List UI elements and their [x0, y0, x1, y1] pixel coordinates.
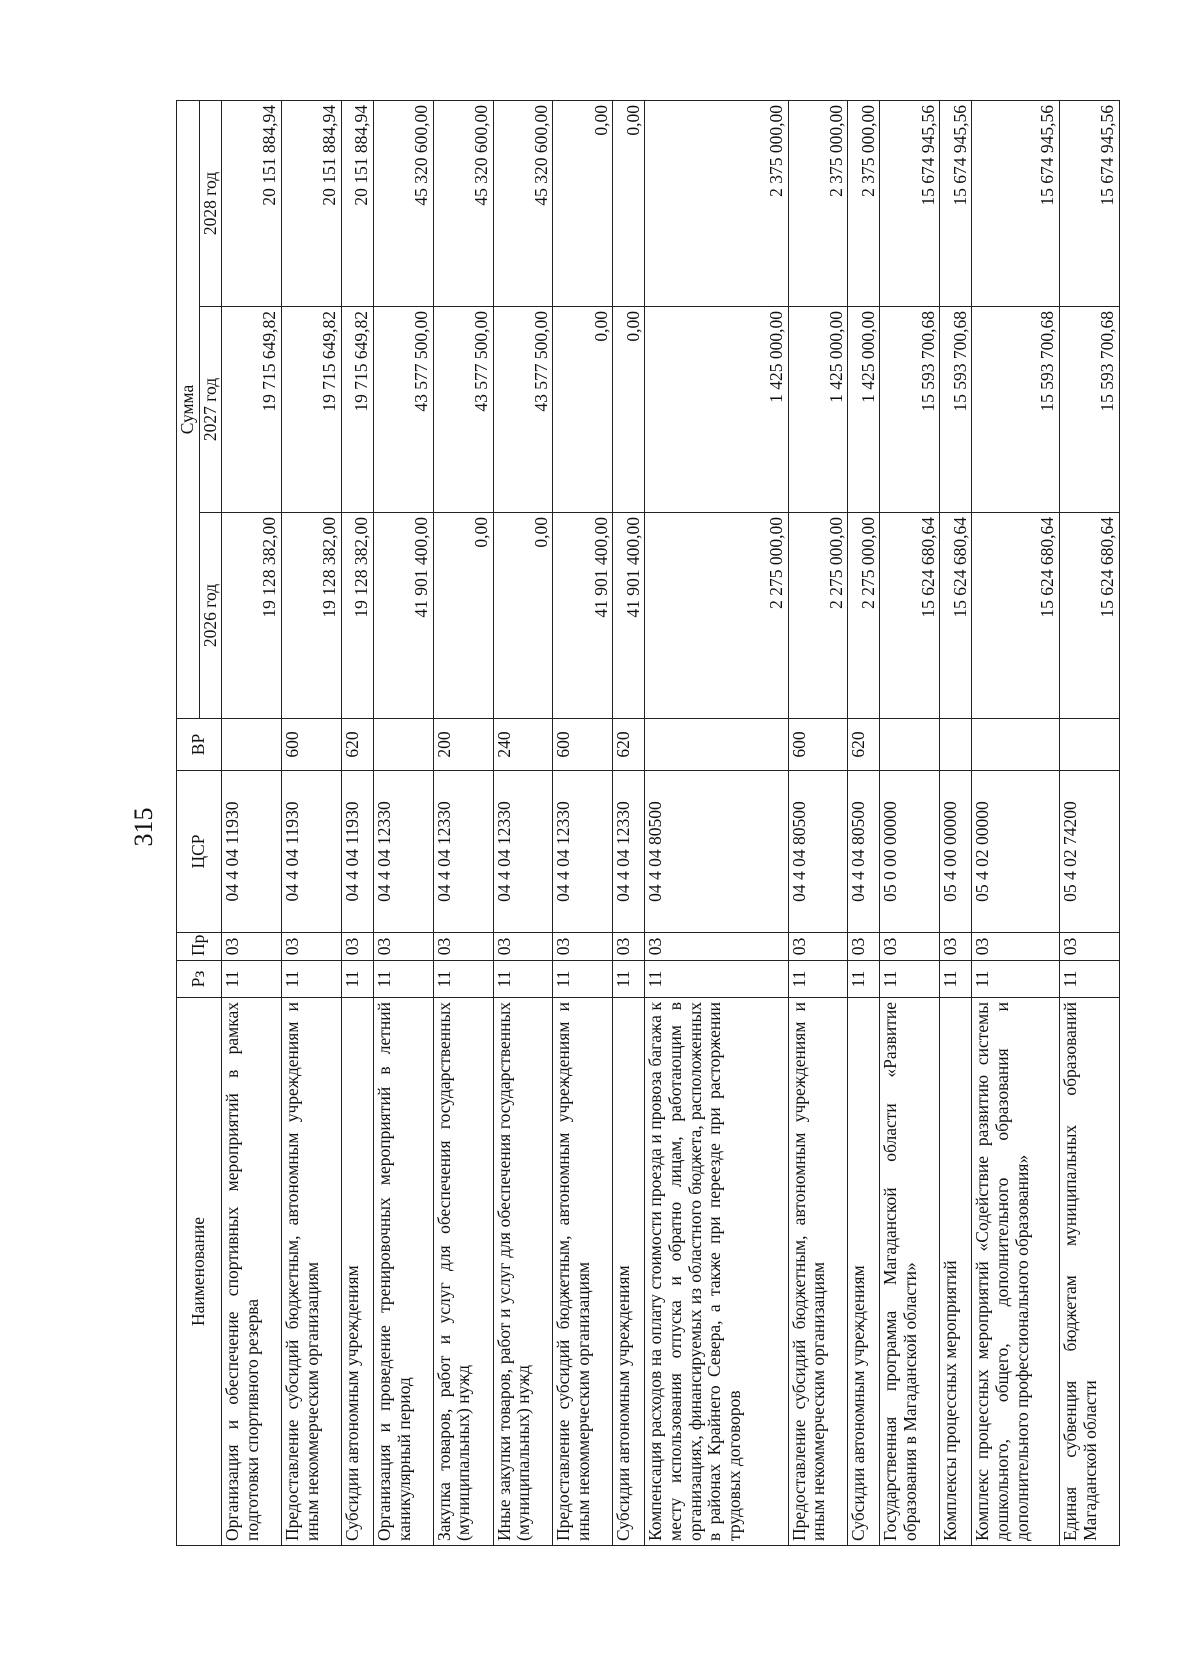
row-rz: 11 [645, 961, 788, 998]
row-2026: 2 275 000,00 [788, 513, 848, 719]
row-rz: 11 [341, 961, 373, 998]
table-row [373, 100, 433, 1545]
row-pr: 03 [972, 933, 1060, 961]
row-name: Компенсация расходов на оплату стоимости проезда и провоза багажа к месту использования отпуска и обратно лицам, работающим в организациях, финансируемых из областного бюджета, расположенных в районах Крайнего Севера, а также при переезде при расторжении трудовых договоров [645, 998, 788, 1546]
row-csr: 05 4 02 00000 [972, 771, 1060, 933]
header-2026: 2026 год [199, 513, 222, 719]
row-csr: 04 4 04 12330 [433, 771, 493, 933]
table-row [1060, 100, 1120, 1545]
header-rz: Рз [177, 961, 222, 998]
row-2026: 19 128 382,00 [282, 513, 342, 719]
row-2026: 0,00 [433, 513, 493, 719]
row-vr [373, 719, 433, 771]
row-csr: 04 4 04 12330 [613, 771, 645, 933]
row-2028: 15 674 945,56 [1060, 100, 1120, 306]
row-vr [972, 719, 1060, 771]
header-2027: 2027 год [199, 307, 222, 513]
row-name: Предоставление субсидий бюджетным, автономным учреждениям и иным некоммерческим организациям [282, 998, 342, 1546]
row-name: Предоставление субсидий бюджетным, автономным учреждениям и иным некоммерческим организациям [788, 998, 848, 1546]
row-pr: 03 [341, 933, 373, 961]
row-vr [1060, 719, 1120, 771]
row-name: Организация и обеспечение спортивных мероприятий в рамках подготовки спортивного резерва [222, 998, 282, 1546]
row-rz: 11 [222, 961, 282, 998]
table-row [972, 100, 1060, 1545]
row-vr: 240 [493, 719, 553, 771]
row-name: Субсидии автономным учреждениям [341, 998, 373, 1546]
table-row [940, 100, 972, 1545]
row-2028: 0,00 [553, 100, 613, 306]
row-2027: 19 715 649,82 [282, 307, 342, 513]
row-rz: 11 [613, 961, 645, 998]
row-pr: 03 [1060, 933, 1120, 961]
row-pr: 03 [282, 933, 342, 961]
header-sum: Сумма [177, 100, 200, 718]
row-name: Субсидии автономным учреждениям [848, 998, 880, 1546]
row-csr: 04 4 04 11930 [341, 771, 373, 933]
header-pr: Пр [177, 933, 222, 961]
table-row [282, 100, 342, 1545]
row-vr: 600 [282, 719, 342, 771]
row-name: Предоставление субсидий бюджетным, автономным учреждениям и иным некоммерческим организациям [553, 998, 613, 1546]
row-2026: 0,00 [493, 513, 553, 719]
row-rz: 11 [880, 961, 940, 998]
row-2026: 2 275 000,00 [848, 513, 880, 719]
row-pr: 03 [222, 933, 282, 961]
row-name: Субсидии автономным учреждениям [613, 998, 645, 1546]
table-row [848, 100, 880, 1545]
table-row [433, 100, 493, 1545]
row-rz: 11 [433, 961, 493, 998]
row-name: Государственная программа Магаданской области «Развитие образования в Магаданской области» [880, 998, 940, 1546]
budget-table [176, 100, 1120, 1546]
row-2026: 15 624 680,64 [880, 513, 940, 719]
rotated-table-wrapper [176, 101, 1120, 1546]
row-vr [880, 719, 940, 771]
row-pr: 03 [493, 933, 553, 961]
page-number: 315 [129, 807, 158, 847]
row-pr: 03 [645, 933, 788, 961]
table-row [788, 100, 848, 1545]
row-2027: 1 425 000,00 [645, 307, 788, 513]
row-2027: 15 593 700,68 [1060, 307, 1120, 513]
row-csr: 05 4 00 00000 [940, 771, 972, 933]
row-rz: 11 [282, 961, 342, 998]
row-2027: 1 425 000,00 [848, 307, 880, 513]
row-vr: 620 [848, 719, 880, 771]
row-pr: 03 [433, 933, 493, 961]
row-pr: 03 [880, 933, 940, 961]
header-2028: 2028 год [199, 100, 222, 306]
row-2027: 0,00 [553, 307, 613, 513]
row-2027: 15 593 700,68 [880, 307, 940, 513]
row-2026: 2 275 000,00 [645, 513, 788, 719]
row-2027: 15 593 700,68 [972, 307, 1060, 513]
row-2026: 19 128 382,00 [222, 513, 282, 719]
row-2026: 15 624 680,64 [972, 513, 1060, 719]
row-2027: 0,00 [613, 307, 645, 513]
row-2026: 41 901 400,00 [553, 513, 613, 719]
row-name: Закупка товаров, работ и услуг для обеспечения государственных (муниципальных) нужд [433, 998, 493, 1546]
row-csr: 04 4 04 12330 [493, 771, 553, 933]
row-rz: 11 [1060, 961, 1120, 998]
row-vr: 620 [341, 719, 373, 771]
row-vr: 620 [613, 719, 645, 771]
row-pr: 03 [848, 933, 880, 961]
row-2027: 1 425 000,00 [788, 307, 848, 513]
row-csr: 05 4 02 74200 [1060, 771, 1120, 933]
row-csr: 04 4 04 11930 [282, 771, 342, 933]
table-body [222, 100, 1120, 1545]
table-row [553, 100, 613, 1545]
row-rz: 11 [972, 961, 1060, 998]
header-row-1 [177, 100, 200, 1545]
row-csr: 04 4 04 80500 [788, 771, 848, 933]
table-row [493, 100, 553, 1545]
row-csr: 04 4 04 12330 [373, 771, 433, 933]
row-2027: 19 715 649,82 [341, 307, 373, 513]
row-rz: 11 [788, 961, 848, 998]
row-2028: 45 320 600,00 [433, 100, 493, 306]
row-2028: 45 320 600,00 [373, 100, 433, 306]
row-name: Комплексы процессных мероприятий [940, 998, 972, 1546]
row-2026: 15 624 680,64 [1060, 513, 1120, 719]
row-pr: 03 [940, 933, 972, 961]
row-vr: 600 [553, 719, 613, 771]
table-row [880, 100, 940, 1545]
row-vr: 600 [788, 719, 848, 771]
row-name: Комплекс процессных мероприятий «Содействие развитию системы дошкольного, общего, дополнительного образования и дополнительного профессионального образования» [972, 998, 1060, 1546]
header-csr: ЦСР [177, 771, 222, 933]
row-2027: 19 715 649,82 [222, 307, 282, 513]
row-rz: 11 [373, 961, 433, 998]
row-2028: 15 674 945,56 [880, 100, 940, 306]
table-row [222, 100, 282, 1545]
row-2028: 2 375 000,00 [788, 100, 848, 306]
row-csr: 05 0 00 00000 [880, 771, 940, 933]
row-name: Иные закупки товаров, работ и услуг для обеспечения государственных (муниципальных) нужд [493, 998, 553, 1546]
row-2028: 2 375 000,00 [645, 100, 788, 306]
row-2028: 20 151 884,94 [341, 100, 373, 306]
row-2026: 41 901 400,00 [613, 513, 645, 719]
row-2027: 15 593 700,68 [940, 307, 972, 513]
row-csr: 04 4 04 80500 [645, 771, 788, 933]
row-2028: 20 151 884,94 [222, 100, 282, 306]
row-vr [940, 719, 972, 771]
header-vr: ВР [177, 719, 222, 771]
row-rz: 11 [848, 961, 880, 998]
row-2027: 43 577 500,00 [373, 307, 433, 513]
row-2028: 45 320 600,00 [493, 100, 553, 306]
row-rz: 11 [493, 961, 553, 998]
row-vr: 200 [433, 719, 493, 771]
row-pr: 03 [553, 933, 613, 961]
row-csr: 04 4 04 12330 [553, 771, 613, 933]
row-2028: 0,00 [613, 100, 645, 306]
table-row [613, 100, 645, 1545]
row-2028: 20 151 884,94 [282, 100, 342, 306]
header-name: Наименование [177, 998, 222, 1546]
row-pr: 03 [373, 933, 433, 961]
row-2028: 15 674 945,56 [972, 100, 1060, 306]
row-name: Единая субвенция бюджетам муниципальных образований Магаданской области [1060, 998, 1120, 1546]
row-2026: 15 624 680,64 [940, 513, 972, 719]
row-2028: 15 674 945,56 [940, 100, 972, 306]
row-2026: 19 128 382,00 [341, 513, 373, 719]
row-2026: 41 901 400,00 [373, 513, 433, 719]
table-row [341, 100, 373, 1545]
row-pr: 03 [613, 933, 645, 961]
row-2027: 43 577 500,00 [433, 307, 493, 513]
row-name: Организация и проведение тренировочных мероприятий в летний каникулярный период [373, 998, 433, 1546]
row-pr: 03 [788, 933, 848, 961]
row-rz: 11 [553, 961, 613, 998]
row-2027: 43 577 500,00 [493, 307, 553, 513]
row-vr [222, 719, 282, 771]
row-csr: 04 4 04 11930 [222, 771, 282, 933]
row-2028: 2 375 000,00 [848, 100, 880, 306]
table-row [645, 100, 788, 1545]
row-csr: 04 4 04 80500 [848, 771, 880, 933]
row-vr [645, 719, 788, 771]
row-rz: 11 [940, 961, 972, 998]
